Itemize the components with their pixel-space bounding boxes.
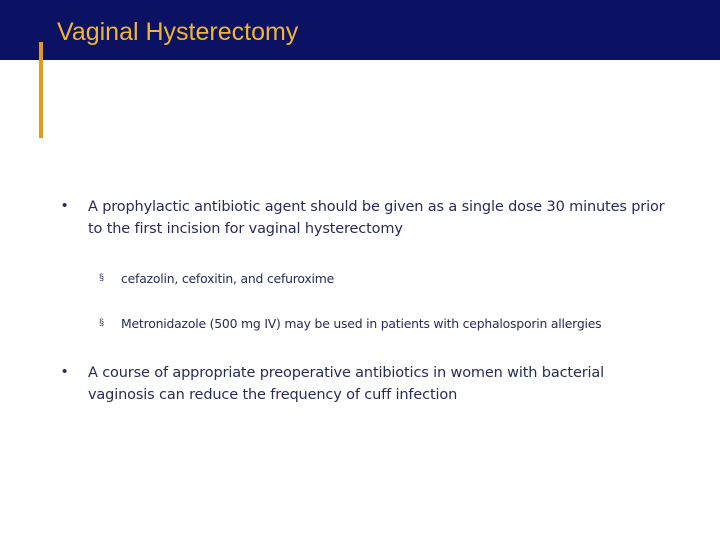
sub-bullet-marker: § bbox=[99, 317, 105, 327]
sub-bullet-text: cefazolin, cefoxitin, and cefuroxime bbox=[121, 271, 335, 286]
sub-bullet-text: Metronidazole (500 mg IV) may be used in patients with cephalosporin allergies bbox=[121, 316, 602, 331]
slide-title: Vaginal Hysterectomy bbox=[57, 18, 299, 46]
bullet-text: A prophylactic antibiotic agent should be given as a single dose 30 minutes prior to the first incision for vaginal hysterectomy bbox=[88, 199, 665, 237]
bullet-text: A course of appropriate preoperative antibiotics in women with bacterial vaginosis can reduce the frequency of cuff infection bbox=[88, 365, 605, 403]
bullet-marker: • bbox=[62, 197, 68, 214]
bullet-marker: • bbox=[62, 363, 68, 380]
sub-bullet-marker: § bbox=[99, 272, 105, 282]
